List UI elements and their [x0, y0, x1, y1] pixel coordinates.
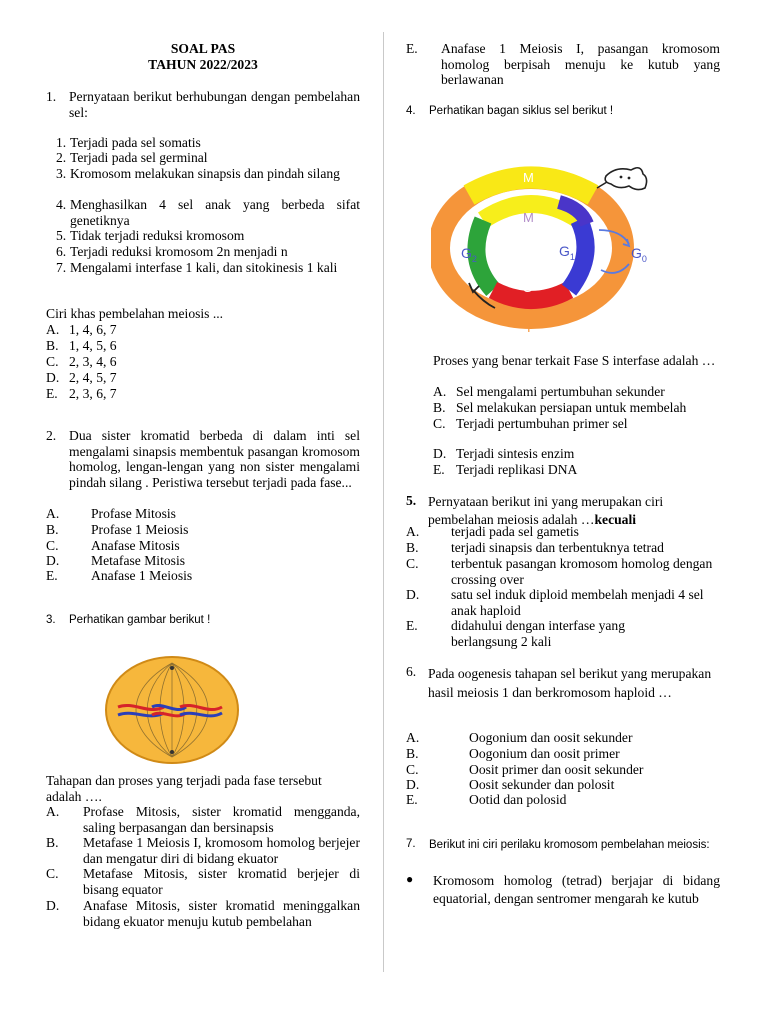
q7-number: 7.: [406, 838, 416, 850]
q5-kecuali: kecuali: [594, 512, 637, 527]
q6-number: 6.: [406, 664, 417, 679]
q3-question: Tahapan dan proses yang terjadi pada fase tersebut adalah ….: [46, 773, 322, 804]
label-i: I: [527, 320, 531, 335]
q5-number: 5.: [406, 493, 417, 508]
bullet-icon: ●: [406, 872, 414, 886]
q7-stem: Berikut ini ciri perilaku kromosom pembelahan meiosis:: [429, 839, 710, 851]
label-g2: $G_2$: [461, 245, 477, 264]
label-m-outer: M: [523, 170, 534, 185]
column-divider: [383, 32, 384, 972]
metaphase-cell-illustration: [104, 655, 240, 765]
q5-stem: Pernyataan berikut ini yang merupakan ciri pembelahan meiosis adalah …kecuali: [428, 494, 664, 527]
dividing-cell-icon: [605, 168, 646, 190]
q2-number: 2.: [46, 428, 57, 443]
label-m-inner: M: [523, 210, 534, 225]
q1-question: Ciri khas pembelahan meiosis ...: [46, 306, 224, 321]
q2-stem: Dua sister kromatid berbeda di dalam inti sel mengalami sinapsis membentuk pasangan kromosom homolog, lengan-lengan yang non sister mengalami pindah silang . Peristiwa tersebut terjadi pada fase...: [69, 428, 360, 490]
q3-number: 3.: [46, 614, 56, 626]
q3-stem: Perhatikan gambar berikut !: [69, 614, 211, 626]
title: SOAL PAS: [170, 41, 236, 56]
q1-number: 1.: [46, 89, 57, 104]
q4-number: 4.: [406, 105, 416, 117]
q4-question: Proses yang benar terkait Fase S interfase adalah …: [433, 353, 716, 368]
q1-stem: Pernyataan berikut berhubungan dengan pembelahan sel:: [69, 89, 360, 120]
label-s: S: [523, 279, 533, 295]
label-g1: $G_1$: [559, 243, 575, 262]
cell-cycle-diagram: [431, 160, 671, 340]
q6-stem: Pada oogenesis tahapan sel berikut yang merupakan hasil meiosis 1 dan berkromosom haploid …: [428, 666, 712, 700]
year: TAHUN 2022/2023: [148, 57, 258, 72]
label-g0: $G_0$: [631, 245, 647, 264]
q4-stem: Perhatikan bagan siklus sel berikut !: [429, 105, 614, 117]
